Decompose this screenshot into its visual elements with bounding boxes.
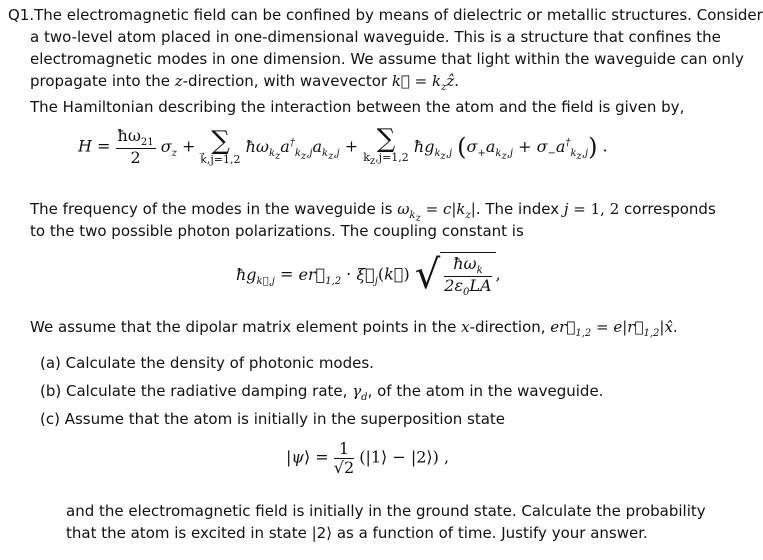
item-c-line-2: and the electromagnetic field is initially in the ground state. Calculate the probability (66, 502, 706, 520)
question-line-4: propagate into the z-direction, with wavevector k⃗ = $k_zẑ$. (30, 72, 460, 93)
state-equation: |ψ⟩ = $\frac{1}{√2}$ (|1⟩ − |2⟩) , (286, 439, 450, 477)
item-c: (c) Assume that the atom is initially in the superposition state (40, 410, 506, 428)
coupling-equation: $ħg_{k⃗,j}$ = $er⃗_{1,2}$ · $\xi⃗_j(k⃗)$ √ $\frac{ħ\omega_k}{2\varepsilon_0LA}$ , (236, 252, 501, 299)
hamiltonian-intro: The Hamiltonian describing the interaction between the atom and the field is given by, (30, 98, 685, 116)
item-b: (b) Calculate the radiative damping rate, $\gamma_d$, of the atom in the waveguide. (40, 382, 604, 403)
question-line-3: electromagnetic modes in one dimension. We assume that light within the waveguide can only (30, 50, 744, 68)
frequency-line-1: The frequency of the modes in the waveguide is $\omega_{k_z} = c|k_z|$. The index j = 1, 2 corresponds (30, 200, 716, 224)
question-line-2: a two-level atom placed in one-dimensional waveguide. This is a structure that confines the (30, 28, 721, 46)
frequency-line-2: to the two possible photon polarizations. The coupling constant is (30, 222, 524, 240)
item-a: (a) Calculate the density of photonic modes. (40, 354, 374, 372)
hamiltonian-equation: H = $\frac{ħ\omega_{21}}{2}$ $\sigma_z$ + ∑ k⃗,j=1,2 $ħ\omega_{k_z}a^\dagger_{k_z,j}a_{k_z,j}$ + ∑ $k_z,j=1,2$ $ħg_{k_z,j}$ $(\sigma_+a_{k_z,j} + \sigma_-a^\dagger_{k_z,j})$ . (78, 124, 608, 168)
item-c-line-3: that the atom is excited in state |2⟩ as a function of time. Justify your answer. (66, 524, 648, 542)
question-line-1: Q1.The electromagnetic field can be confined by means of dielectric or metallic structures. Consider (8, 6, 763, 24)
dipole-statement: We assume that the dipolar matrix element points in the x-direction, $er⃗_{1,2}$ = $e|r⃗_{1,2}|x̂$. (30, 318, 678, 339)
